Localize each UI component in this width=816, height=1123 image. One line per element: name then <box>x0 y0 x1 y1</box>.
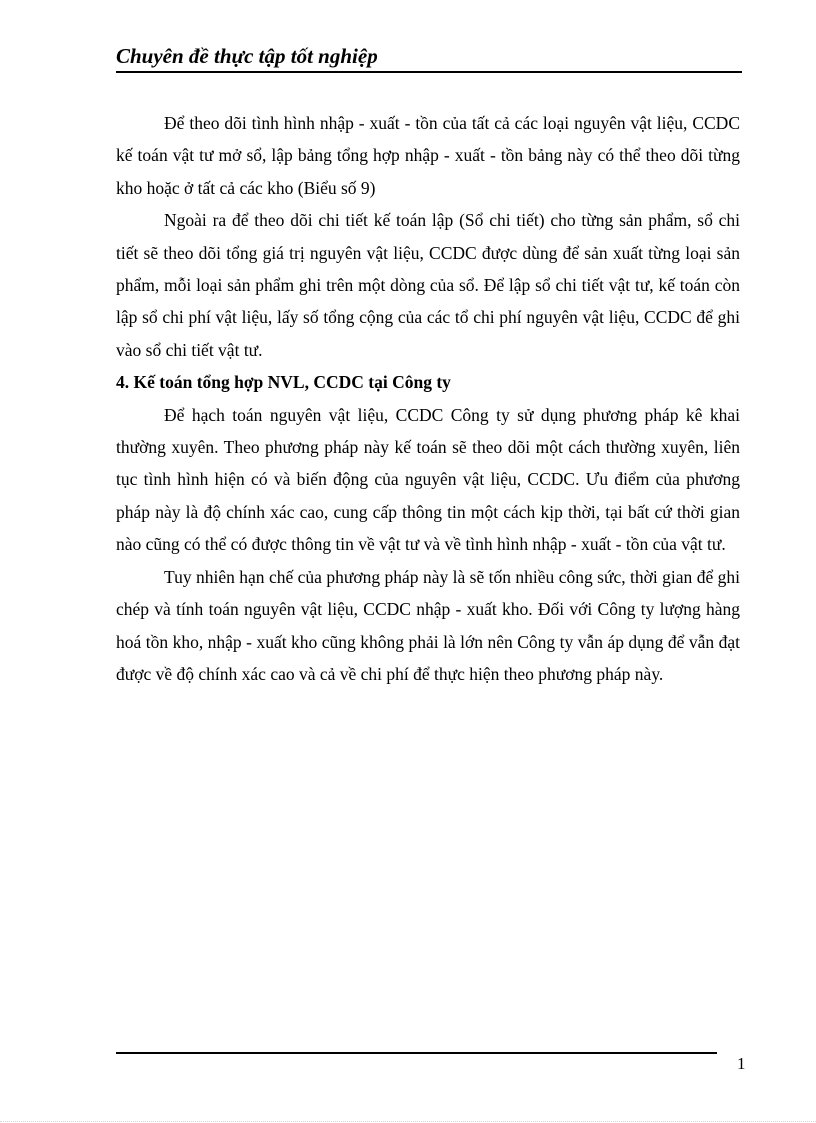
page-bottom-edge <box>0 1121 816 1122</box>
section-heading: 4. Kế toán tổng hợp NVL, CCDC tại Công ty <box>116 372 451 393</box>
body-paragraph-4: Tuy nhiên hạn chế của phương pháp này là sẽ tốn nhiều công sức, thời gian để ghi chép và tính toán nguyên vật liệu, CCDC nhập - xuất kho. Đối với Công ty lượng hàng hoá tồn kho, nhập - xuất kho cũng không phải là lớn nên Công ty vẫn áp dụng để vẫn đạt được về độ chính xác cao và cả về chi phí để thực hiện theo phương pháp này. <box>116 566 740 684</box>
body-paragraph-3: Để hạch toán nguyên vật liệu, CCDC Công ty sử dụng phương pháp kê khai thường xuyên. Theo phương pháp này kế toán sẽ theo dõi một cách thường xuyên, liên tục tình hình hiện có và biến động của nguyên vật liệu, CCDC. Ưu điểm của phương pháp này là độ chính xác cao, cung cấp thông tin một cách kịp thời, tại bất cứ thời gian nào cũng có thể có được thông tin về vật tư và về tình hình nhập - xuất - tồn của vật tư. <box>116 404 740 555</box>
footer-divider <box>116 1052 717 1054</box>
page-header-title: Chuyên đề thực tập tốt nghiệp <box>116 44 378 68</box>
header-divider <box>116 71 742 73</box>
page-number: 1 <box>737 1054 746 1073</box>
document-body <box>116 107 740 690</box>
body-paragraph-2: Ngoài ra để theo dõi chi tiết kế toán lập (Sổ chi tiết) cho từng sản phẩm, sổ chi tiết sẽ theo dõi tổng giá trị nguyên vật liệu, CCDC được dùng để sản xuất từng loại sản phẩm, mỗi loại sản phẩm ghi trên một dòng của sổ. Để lập sổ chi tiết vật tư, kế toán còn lập sổ chi phí vật liệu, lấy số tổng cộng của các tổ chi phí nguyên vật liệu, CCDC để ghi vào sổ chi tiết vật tư. <box>116 210 740 360</box>
body-paragraph-1: Để theo dõi tình hình nhập - xuất - tồn của tất cả các loại nguyên vật liệu, CCDC kế toán vật tư mở sổ, lập bảng tổng hợp nhập - xuất - tồn bảng này có thể theo dõi từng kho hoặc ở tất cả các kho (Biểu số 9) <box>116 113 740 198</box>
